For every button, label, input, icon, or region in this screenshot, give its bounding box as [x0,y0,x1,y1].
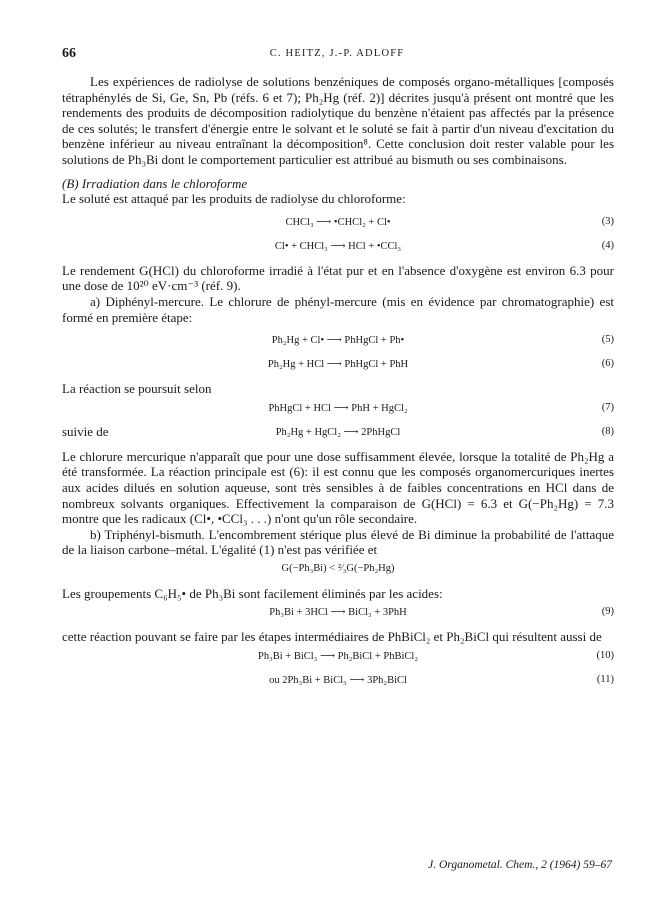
equation-8-expression: Ph₂Hg + HgCl₂ ⟶ 2PhHgCl [275,426,401,438]
equation-10 [62,645,614,669]
paragraph-mercuric-chloride: Le chlorure mercurique n'apparaît que pour une dose suffisamment élevée, lorsque la totalité de Ph₂Hg a été transformée. La réaction principale est (6): il est connu que les composés organomercuriques inertes aux acides dilués en solution aqueuse, sont très sensibles à de faibles concentrations en HCl dans de nombreux solvants organiques. Effectivement la comparaison de G(HCl) = 6.3 et G(−Ph₂Hg) = 7.3 montre que les radicaux (Cl•, •CCl₃ . . .) n'ont qu'un rôle secondaire. [62,448,614,527]
equation-11-expression: ou 2Ph₃Bi + BiCl₃ ⟶ 3Ph₂BiCl [269,675,407,687]
paragraph-triphenyl-bismuth: b) Triphényl-bismuth. L'encombrement stérique plus élevé de Bi diminue la probabilité de l'attaque de la liaison carbone–métal. L'égalité (1) n'est pas vérifiée et [62,526,614,558]
equation-10-number: (10) [596,650,614,662]
equation-8-number: (8) [601,425,614,437]
equation-10-expression: Ph₃Bi + BiCl₃ ⟶ Ph₂BiCl + PhBiCl₂ [257,651,418,663]
paragraph-reaction-continues: La réaction se poursuit selon [62,381,212,397]
equation-6 [62,353,614,377]
paragraph-yield: Le rendement G(HCl) du chloroforme irradié à l'état pur et en l'absence d'oxygène est environ 6.3 pour une dose de 10²⁰ eV·cm⁻³ (réf. 9). [62,262,614,294]
equation-4-number: (4) [601,239,614,251]
equation-9 [62,601,614,625]
equation-9-number: (9) [601,606,614,618]
equation-7-number: (7) [601,401,614,413]
equation-6-number: (6) [601,358,614,370]
equation-3-expression: CHCl₃ ⟶ •CHCl₂ + Cl• [285,216,391,228]
page-number: 66 [62,46,76,61]
paragraph-intro: Les expériences de radiolyse de solutions benzéniques de composés organo-métalliques [composés tétraphénylés de Si, Ge, Sn, Pb (réfs. 6 et 7); Ph₂Hg (réf. 2)] décrites jusqu'à présent ont montré que les rendements des produits de décomposition radiolytique du benzène n'étaient pas affectés par la présence de ces solutés; le transfert d'énergie entre le solvant et le soluté se fait à partir d'un niveau d'excitation du benzène inférieur au niveau entraînant la décomposition⁸. Cette conclusion doit rester valable pour les solutions de Ph₃Bi dont le comportement particulier est attribué au bismuth ou ses combinaisons. [62,74,614,167]
equation-3-number: (3) [601,215,614,227]
equation-3 [62,211,614,235]
equation-4 [62,235,614,259]
page-header [62,46,612,66]
inequality-expression: G(−Ph₃Bi) < ²⁄₃G(−Ph₂Hg) [281,562,395,574]
equation-4-expression: Cl• + CHCl₃ ⟶ HCl + •CCl₃ [274,240,402,252]
section-heading-b: (B) Irradiation dans le chloroforme [62,175,248,191]
equation-7-expression: PhHgCl + HCl ⟶ PhH + HgCl₂ [268,402,408,414]
equation-5-expression: Ph₂Hg + Cl• ⟶ PhHgCl + Ph• [271,335,405,347]
paragraph-solute-attack: Le soluté est attaqué par les produits de radiolyse du chloroforme: [62,191,406,207]
equation-9-expression: Ph₃Bi + 3HCl ⟶ BiCl₃ + 3PhH [269,607,407,619]
equation-8-prefix: suivie de [62,423,109,439]
equation-8 [62,421,614,445]
equation-11 [62,669,614,693]
journal-citation: J. Organometal. Chem., 2 (1964) 59–67 [428,859,612,871]
equation-7 [62,397,614,421]
equation-11-number: (11) [596,674,614,686]
inequality-1 [62,558,614,582]
article-body [62,74,614,693]
paragraph-diphenyl-mercury: a) Diphényl-mercure. Le chlorure de phényl-mercure (mis en évidence par chromatographie) est formé en première étape: [62,293,614,325]
equation-6-expression: Ph₂Hg + HCl ⟶ PhHgCl + PhH [267,359,409,371]
equation-5 [62,329,614,353]
running-title: C. HEITZ, J.-P. ADLOFF [269,48,405,59]
paragraph-intermediate-steps: cette réaction pouvant se faire par les étapes intermédiaires de PhBiCl₂ et Ph₂BiCl qui résultent aussi de [62,629,602,645]
paragraph-phenyl-groups: Les groupements C₆H₅• de Ph₃Bi sont facilement éliminés par les acides: [62,585,443,601]
equation-5-number: (5) [601,334,614,346]
